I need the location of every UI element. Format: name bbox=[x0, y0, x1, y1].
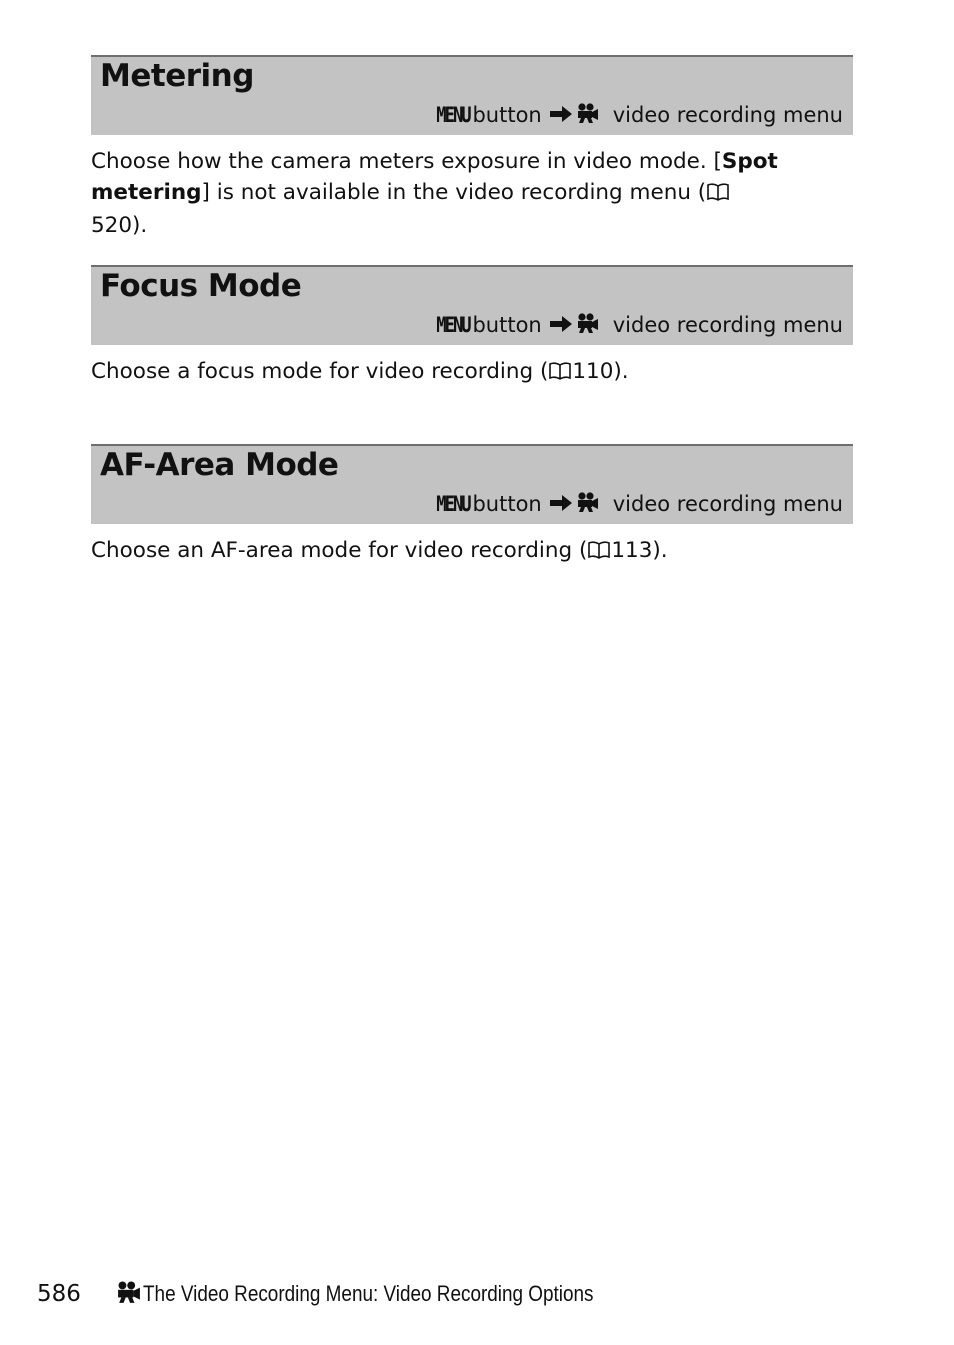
description-text: ). bbox=[652, 538, 668, 563]
page-reference[interactable]: 110 bbox=[572, 359, 614, 384]
right-arrow-icon bbox=[550, 492, 572, 516]
menu-button-text: button bbox=[472, 492, 542, 516]
description-text: Choose an AF-area mode for video recording ( bbox=[91, 538, 588, 563]
book-icon bbox=[549, 358, 571, 389]
menu-button-text: button bbox=[472, 313, 542, 337]
book-icon bbox=[707, 179, 729, 210]
section-title: Focus Mode bbox=[100, 268, 302, 304]
right-arrow-icon bbox=[550, 313, 572, 337]
menu-key-label: MENU bbox=[436, 492, 470, 516]
page-footer bbox=[37, 1278, 667, 1310]
menu-path bbox=[429, 311, 843, 339]
menu-path bbox=[429, 101, 843, 129]
book-icon bbox=[588, 537, 610, 568]
section-title: Metering bbox=[100, 58, 254, 94]
description-text: Choose how the camera meters exposure in video mode. [ bbox=[91, 149, 722, 174]
section-description bbox=[91, 356, 861, 389]
page-reference[interactable]: 113 bbox=[611, 538, 653, 563]
menu-key-label: MENU bbox=[436, 313, 470, 337]
page-number: 586 bbox=[37, 1281, 81, 1307]
menu-name: video recording menu bbox=[612, 492, 843, 516]
menu-name: video recording menu bbox=[612, 313, 843, 337]
page-reference[interactable]: 520 bbox=[91, 213, 133, 238]
menu-name: video recording menu bbox=[612, 103, 843, 127]
description-text: ] is not available in the video recording menu ( bbox=[201, 180, 707, 205]
description-text: ). bbox=[132, 213, 148, 238]
section-header-metering bbox=[91, 55, 853, 135]
menu-path bbox=[429, 490, 843, 518]
menu-button-text: button bbox=[472, 103, 542, 127]
description-text: ). bbox=[613, 359, 629, 384]
chapter-title: The Video Recording Menu: Video Recording Options bbox=[143, 1281, 594, 1306]
movie-camera-icon bbox=[577, 103, 599, 128]
right-arrow-icon bbox=[550, 103, 572, 127]
section-title: AF-Area Mode bbox=[100, 447, 339, 483]
movie-camera-icon bbox=[117, 1281, 141, 1307]
setting-name-bold: Spot metering bbox=[91, 149, 778, 205]
description-text: Choose a focus mode for video recording ( bbox=[91, 359, 549, 384]
section-description bbox=[91, 146, 781, 241]
section-header-focus-mode bbox=[91, 265, 853, 345]
section-description bbox=[91, 535, 861, 568]
movie-camera-icon bbox=[577, 313, 599, 338]
menu-key-label: MENU bbox=[436, 103, 470, 127]
movie-camera-icon bbox=[577, 492, 599, 517]
section-header-af-area-mode bbox=[91, 444, 853, 524]
